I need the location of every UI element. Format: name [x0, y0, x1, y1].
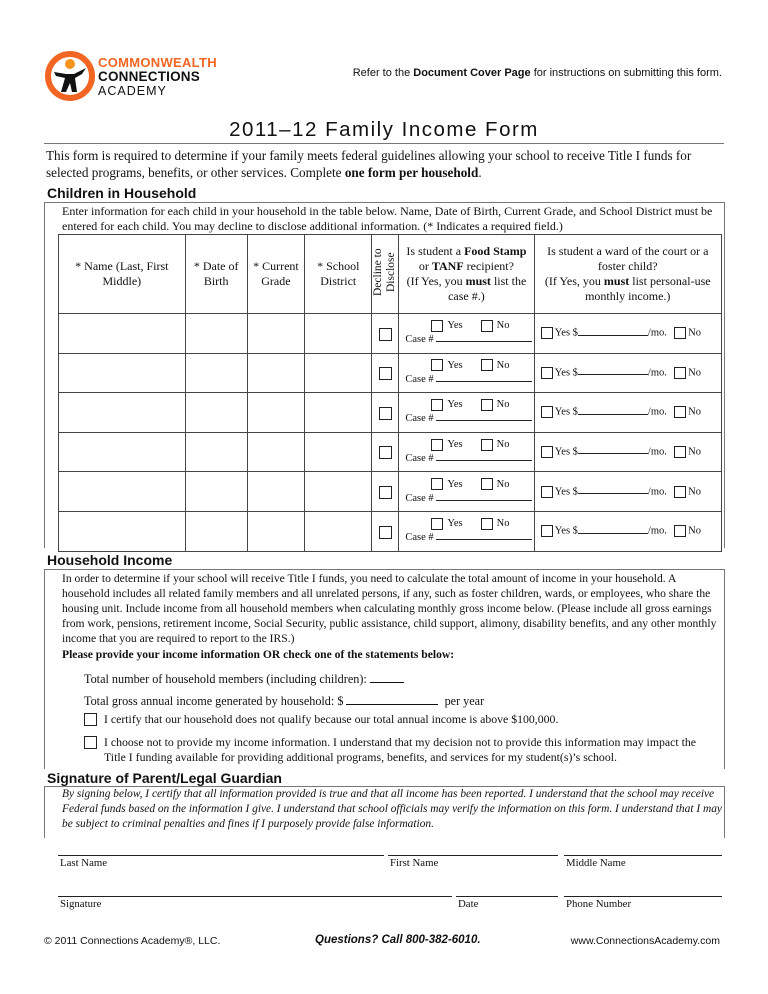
ward-cell [534, 511, 722, 551]
decline-checkbox[interactable] [379, 526, 392, 539]
cert-above-limit [84, 712, 720, 727]
child-row [59, 432, 722, 472]
food-stamp-cell [399, 353, 534, 393]
fs-no-checkbox[interactable] [481, 478, 493, 490]
fs-yes-label: Yes [447, 518, 463, 530]
children-table [58, 234, 722, 552]
intro-end: . [478, 165, 482, 180]
ward-yes-label: Yes $ [554, 327, 578, 339]
child-dob-cell[interactable] [185, 511, 247, 551]
header-name [59, 235, 186, 314]
fs-no-label: No [496, 359, 510, 371]
case-label: Case # [405, 532, 434, 544]
fs-note-post: list the case #.) [448, 274, 527, 303]
income-prompt: Please provide your income information OR check one of the statements below: [62, 648, 455, 661]
ward-cell [534, 353, 722, 393]
signature-left-border [44, 786, 45, 838]
child-grade-cell[interactable] [247, 353, 304, 393]
phone-label: Phone Number [566, 898, 632, 910]
case-number-input[interactable] [436, 420, 532, 421]
decline-checkbox[interactable] [379, 407, 392, 420]
child-district-cell[interactable] [305, 353, 372, 393]
decline-cell [372, 353, 399, 393]
cert-above-limit-checkbox[interactable] [84, 713, 97, 726]
child-district-cell[interactable] [305, 472, 372, 512]
fs-post: recipient? [463, 259, 514, 273]
decline-checkbox[interactable] [379, 367, 392, 380]
academy-logo-icon [44, 50, 96, 102]
child-grade-cell[interactable] [247, 511, 304, 551]
ward-question: Is student a ward of the court or a foster child? [547, 244, 709, 273]
monthly-income-input[interactable] [578, 493, 648, 494]
cert-decline-text: I choose not to provide my income information. I understand that my decision not to provide this information may impact the Title I funding available for providing additional programs, benefits, and services for my student(s)’s school. [104, 735, 697, 764]
case-label: Case # [405, 453, 434, 465]
header-district [305, 235, 372, 314]
fs-no-label: No [496, 478, 510, 490]
fs-no-label: No [496, 518, 510, 530]
child-grade-cell[interactable] [247, 314, 304, 354]
cover-page-note [353, 67, 722, 79]
monthly-income-input[interactable] [578, 374, 648, 375]
case-label: Case # [405, 413, 434, 425]
child-row [59, 314, 722, 354]
child-row [59, 511, 722, 551]
middle-name-line[interactable] [564, 855, 722, 856]
title-divider [44, 143, 724, 144]
signature-statement: By signing below, I certify that all information provided is true and that all income has been reported. I understand that the school may receive Federal funds based on the information I give. I understand that school officials may verify the information on this form. I understand that I may be subject to criminal penalties and fines if I purposely provide false information. [62, 788, 722, 830]
last-name-label: Last Name [60, 857, 108, 869]
child-dob-cell[interactable] [185, 432, 247, 472]
academy-logo [44, 50, 254, 102]
decline-checkbox[interactable] [379, 328, 392, 341]
income-right-border [724, 569, 725, 769]
logo-line-1: COMMONWEALTH [98, 55, 217, 70]
ward-yes-checkbox[interactable] [541, 406, 553, 418]
per-month-label: /mo. [647, 367, 667, 379]
logo-line-3: ACADEMY [98, 84, 167, 98]
fs-no-label: No [496, 320, 510, 332]
monthly-income-input[interactable] [578, 414, 648, 415]
ward-cell [534, 472, 722, 512]
case-number-input[interactable] [436, 341, 532, 342]
ward-yes-label: Yes $ [554, 406, 578, 418]
header-decline-text: Decline to Disclose [372, 248, 398, 296]
ward-no-label: No [688, 486, 701, 498]
date-line[interactable] [456, 896, 558, 897]
cover-note-suffix: for instructions on submitting this form. [530, 67, 722, 79]
case-label: Case # [405, 334, 434, 346]
child-district-cell[interactable] [305, 511, 372, 551]
decline-cell [372, 472, 399, 512]
decline-cell [372, 393, 399, 433]
ward-yes-label: Yes $ [554, 525, 578, 537]
food-stamp-cell [399, 393, 534, 433]
footer-website[interactable]: www.ConnectionsAcademy.com [570, 935, 720, 947]
last-name-line[interactable] [58, 855, 384, 856]
children-heading: Children in Household [47, 185, 197, 201]
ward-no-label: No [688, 525, 701, 537]
header-food-stamp [399, 235, 534, 314]
ward-cell [534, 393, 722, 433]
income-description: In order to determine if your school will receive Title I funds, you need to calculate the total amount of income in your household. A household includes all related family members and all unrelated persons, if any, such as foster children, wards, or employees, who share the housing unit. Include income from all household members when calculating monthly gross income below. (Please include all gross earnings from work, pensions, retirement income, Social Security, public assistance, child support, alimony, disability benefits, and any other monthly income that you are required to report to the IRS.) [62, 572, 717, 645]
header-grade [247, 235, 304, 314]
table-header-row [59, 235, 722, 314]
header-dob-text: * Date of Birth [193, 259, 239, 288]
ward-no-checkbox[interactable] [674, 486, 686, 498]
fs-yes-label: Yes [447, 439, 463, 451]
fs-no-label: No [496, 399, 510, 411]
child-name-cell[interactable] [59, 511, 186, 551]
ward-yes-label: Yes $ [554, 367, 578, 379]
child-name-cell[interactable] [59, 353, 186, 393]
fs-yes-label: Yes [447, 478, 463, 490]
fs-mid: or [418, 259, 432, 273]
fs-no-checkbox[interactable] [481, 518, 493, 530]
fs-yes-checkbox[interactable] [431, 399, 443, 411]
cert-decline-checkbox[interactable] [84, 736, 97, 749]
gross-label: Total gross annual income generated by household: $ [84, 694, 344, 708]
signature-right-border [724, 786, 725, 838]
per-month-label: /mo. [647, 486, 667, 498]
income-left-border [44, 569, 45, 769]
gross-income-row [84, 692, 484, 709]
food-stamp-cell [399, 472, 534, 512]
fs-note-pre: (If Yes, you [406, 274, 466, 288]
children-rule [44, 202, 724, 203]
children-description: Enter information for each child in your household in the table below. Name, Date of Birth, Current Grade, and School District must be entered for each child. You may decline to disclose additional information. (* Indicates a required field.) [62, 204, 713, 233]
fs-pre: Is student a [406, 244, 465, 258]
cover-note-prefix: Refer to the [352, 67, 414, 79]
header-decline [372, 235, 399, 314]
ward-no-checkbox[interactable] [674, 525, 686, 537]
decline-cell [372, 432, 399, 472]
case-number-input[interactable] [436, 500, 532, 501]
child-dob-cell[interactable] [185, 393, 247, 433]
per-month-label: /mo. [647, 327, 667, 339]
child-grade-cell[interactable] [247, 393, 304, 433]
child-district-cell[interactable] [305, 314, 372, 354]
ward-no-checkbox[interactable] [674, 327, 686, 339]
form-title: 2011–12 Family Income Form [229, 118, 539, 141]
child-grade-cell[interactable] [247, 472, 304, 512]
ward-yes-checkbox[interactable] [541, 327, 553, 339]
per-month-label: /mo. [647, 406, 667, 418]
footer-copyright: © 2011 Connections Academy®, LLC. [44, 935, 221, 947]
logo-line-2: CONNECTIONS [98, 69, 200, 84]
members-label: Total number of household members (including children): [84, 672, 367, 686]
case-number-input[interactable] [436, 460, 532, 461]
fs-yes-checkbox[interactable] [431, 518, 443, 530]
ward-no-checkbox[interactable] [674, 406, 686, 418]
children-left-border [44, 202, 45, 548]
ward-yes-label: Yes $ [554, 446, 578, 458]
middle-name-label: Middle Name [566, 857, 626, 869]
ward-yes-checkbox[interactable] [541, 486, 553, 498]
ward-no-checkbox[interactable] [674, 367, 686, 379]
monthly-income-input[interactable] [578, 453, 648, 454]
per-year-label: per year [444, 694, 485, 708]
fs-no-checkbox[interactable] [481, 399, 493, 411]
decline-cell [372, 511, 399, 551]
intro-text: This form is required to determine if your family meets federal guidelines allowing your school to receive Title I funds for selected programs, benefits, or other services. Complete [46, 148, 692, 180]
ward-note-post: list personal-use monthly income.) [585, 274, 711, 303]
ward-yes-checkbox[interactable] [541, 525, 553, 537]
fs-no-checkbox[interactable] [481, 439, 493, 451]
child-dob-cell[interactable] [185, 353, 247, 393]
first-name-line[interactable] [388, 855, 558, 856]
ward-no-label: No [688, 367, 701, 379]
header-dob [185, 235, 247, 314]
gross-income-input[interactable] [346, 692, 438, 705]
case-label: Case # [405, 373, 434, 385]
header-ward [534, 235, 722, 314]
food-stamp-cell [399, 511, 534, 551]
decline-checkbox[interactable] [379, 486, 392, 499]
fs-yes-checkbox[interactable] [431, 439, 443, 451]
children-right-border [724, 202, 725, 548]
child-district-cell[interactable] [305, 393, 372, 433]
per-month-label: /mo. [647, 525, 667, 537]
header-district-text: * School District [317, 259, 360, 288]
fs-yes-checkbox[interactable] [431, 478, 443, 490]
child-dob-cell[interactable] [185, 314, 247, 354]
signature-heading: Signature of Parent/Legal Guardian [47, 770, 282, 786]
ward-yes-checkbox[interactable] [541, 446, 553, 458]
signature-label: Signature [60, 898, 102, 910]
intro-bold: one form per household [344, 165, 479, 180]
monthly-income-input[interactable] [578, 335, 648, 336]
fs-bold-1: Food Stamp [464, 244, 527, 258]
members-input[interactable] [370, 670, 404, 683]
decline-checkbox[interactable] [379, 446, 392, 459]
child-district-cell[interactable] [305, 432, 372, 472]
fs-yes-checkbox[interactable] [431, 359, 443, 371]
ward-no-label: No [688, 446, 701, 458]
ward-no-checkbox[interactable] [674, 446, 686, 458]
ward-note-bold: must [603, 274, 630, 288]
child-name-cell[interactable] [59, 472, 186, 512]
fs-yes-checkbox[interactable] [431, 320, 443, 332]
fs-bold-2: TANF [431, 259, 464, 273]
decline-cell [372, 314, 399, 354]
fs-yes-label: Yes [447, 399, 463, 411]
child-name-cell[interactable] [59, 393, 186, 433]
signature-line[interactable] [58, 896, 452, 897]
child-row [59, 472, 722, 512]
child-name-cell[interactable] [59, 432, 186, 472]
fs-no-checkbox[interactable] [481, 359, 493, 371]
fs-yes-label: Yes [447, 320, 463, 332]
per-month-label: /mo. [647, 446, 667, 458]
income-heading: Household Income [47, 552, 173, 568]
income-rule [44, 569, 724, 570]
ward-no-label: No [688, 406, 701, 418]
cert-above-limit-text: I certify that our household does not qualify because our total annual income is above $100,000. [104, 712, 559, 726]
child-dob-cell[interactable] [185, 472, 247, 512]
fs-yes-label: Yes [447, 359, 463, 371]
ward-note-pre: (If Yes, you [544, 274, 604, 288]
intro-paragraph [46, 147, 736, 181]
case-label: Case # [405, 492, 434, 504]
first-name-label: First Name [390, 857, 439, 869]
ward-cell [534, 314, 722, 354]
members-row [84, 670, 404, 687]
ward-yes-label: Yes $ [554, 486, 578, 498]
child-grade-cell[interactable] [247, 432, 304, 472]
food-stamp-cell [399, 432, 534, 472]
cert-decline-income [84, 735, 720, 765]
fs-no-checkbox[interactable] [481, 320, 493, 332]
case-number-input[interactable] [436, 539, 532, 540]
cover-note-bold: Document Cover Page [413, 67, 531, 79]
food-stamp-cell [399, 314, 534, 354]
child-row [59, 393, 722, 433]
phone-line[interactable] [564, 896, 722, 897]
case-number-input[interactable] [436, 381, 532, 382]
header-name-text: * Name (Last, First Middle) [75, 259, 169, 288]
fs-note-bold: must [465, 274, 491, 288]
child-name-cell[interactable] [59, 314, 186, 354]
fs-no-label: No [496, 439, 510, 451]
ward-cell [534, 432, 722, 472]
header-grade-text: * Current Grade [253, 259, 299, 288]
footer-questions: Questions? Call 800-382-6010. [315, 934, 481, 946]
ward-no-label: No [688, 327, 701, 339]
child-row [59, 353, 722, 393]
monthly-income-input[interactable] [578, 533, 648, 534]
ward-yes-checkbox[interactable] [541, 367, 553, 379]
date-label: Date [458, 898, 479, 910]
